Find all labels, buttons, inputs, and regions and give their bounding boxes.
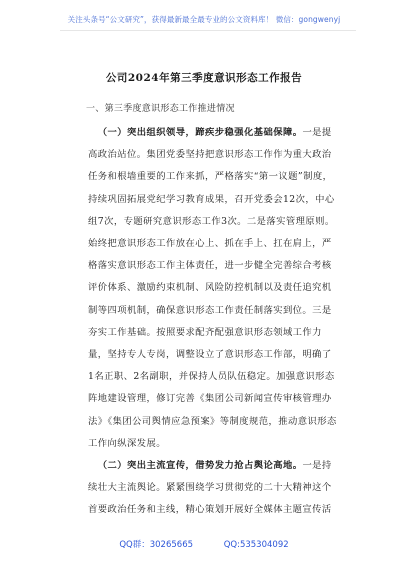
header-divider [60, 30, 356, 31]
paragraph-heading: （二）突出主流宣传，借势发力抢占舆论高地。 [97, 460, 303, 472]
footer-qq-contact: QQ:535304092 [223, 540, 289, 550]
paragraph-heading: （一）突出组织领导，蹄疾步稳强化基础保障。 [97, 127, 303, 138]
paragraph [88, 455, 338, 522]
document-body [88, 122, 338, 522]
paragraph [88, 122, 338, 455]
paragraph-text: 一是持续壮大主流舆论。紧紧围绕学习贯彻党的二十大精神这个首要政治任务和主线，精心策划开展好全媒体主题宣传活 [88, 460, 332, 516]
footer [0, 538, 408, 550]
section-heading: 一、第三季度意识形态工作推进情况 [86, 104, 235, 114]
footer-qq-group: QQ群：30265665 [119, 540, 194, 550]
header-note: 关注头条号“公文研究”，获得最新最全最专业的公文资料库！ 微信：gongwenyj [67, 15, 341, 24]
document-title: 公司2024年第三季度意识形态工作报告 [105, 72, 303, 84]
paragraph-text: 一是提高政治站位。集团党委坚持把意识形态工作作为重大政治任务和根墙重要的工作来抓，严格落实“第一议题”制度，持续巩固拓展党纪学习教育成果，召开党委会12次，中心组7次，专题研究意识形态工作3次。二是落实管理原则。始终把意识形态工作放在心上、抓在手上、扛在肩上，严格落实意识形态工作主体责任，进一步健全完善综合考核评价体系、激励约束机制、风险防控机制以及责任追究机制等四项机制，确保意识形态工作责任制落实到位。三是夯实工作基础。按照要求配齐配强意识形态领域工作力量，坚持专人专岗，调整设立了意识形态工作部，明确了1名正职、2名副职，并保持人员队伍稳定。加强意识形态阵地建设管理，修订完善《集团公司新闻宣传审核管理办法》《集团公司舆情应急预案》等制度规范，推动意识形态工作向纵深发展。 [88, 127, 337, 449]
